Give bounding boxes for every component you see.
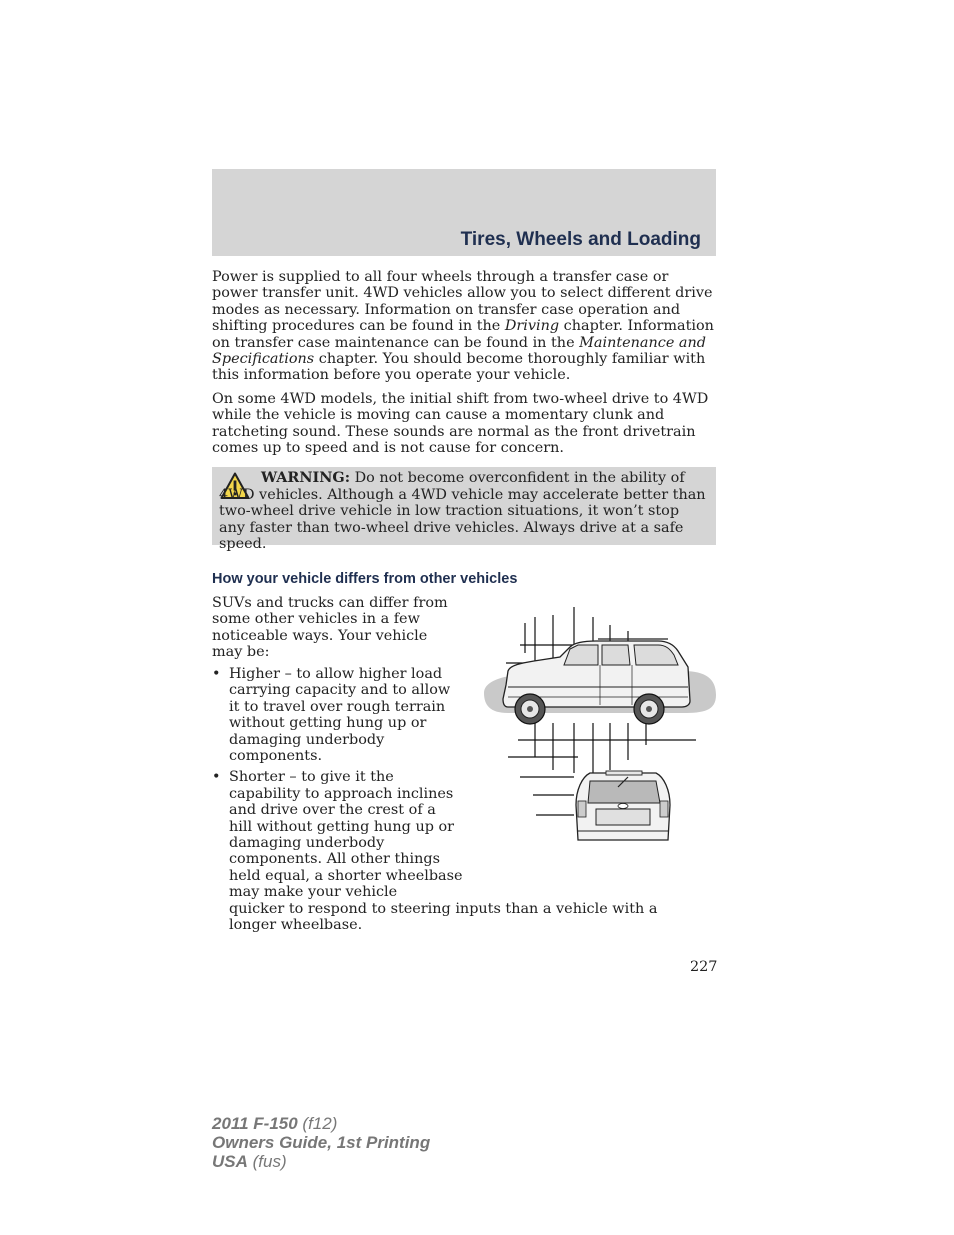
suv-illustration [478,605,718,845]
page-number: 227 [690,959,718,975]
paragraph-text: Power is supplied to all four wheels through a transfer case or power transfer unit. 4WD vehicles allow you to select different drive modes as necessary. Information on transfer case operation and shifting procedures can be found in the [212,269,713,335]
list-item-text: Higher – to allow higher load carrying capacity and to allow it to travel over rough terrain without getting hung up or damaging underbody components. [229,666,451,765]
footer-line-model [212,1114,430,1133]
footer-line-guide [212,1133,430,1152]
list-item-text-continued: quicker to respond to steering inputs than a vehicle with a longer wheelbase. [229,900,658,934]
footer-model: 2011 F-150 [212,1114,298,1133]
list-item-higher [212,666,463,764]
bullet-symbol: • [212,769,221,786]
chapter-header-band [212,169,716,256]
driving-chapter-reference: Driving [504,318,560,335]
footer-line-market [212,1152,430,1171]
warning-label: WARNING: [261,469,351,486]
footer-market-code: (fus) [247,1152,287,1171]
paragraph-initial-shift: On some 4WD models, the initial shift from two-wheel drive to 4WD while the vehicle is moving can cause a momentary clunk and ratcheting sound. These sounds are normal as the front drivetrain comes up to speed and is not cause for concern. [212,391,709,457]
footer-model-code: (f12) [297,1114,338,1133]
warning-body: Do not become overconfident in the ability of 4WD vehicles. Although a 4WD vehicle may accelerate better than two-wheel drive vehicle in low traction situations, it won’t stop any faster than two-wheel drive vehicles. Always drive at a safe speed. [219,470,706,552]
paragraph-power-supply [212,269,718,384]
section-intro: SUVs and trucks can differ from some other vehicles in a few noticeable ways. Your vehicle may be: [212,595,448,661]
chapter-title: Tires, Wheels and Loading [460,229,701,250]
section-heading: How your vehicle differs from other vehicles [212,571,518,587]
footer-guide: Owners Guide, 1st Printing [212,1133,431,1152]
warning-box [212,467,716,552]
paragraph-text: chapter. You should become thoroughly familiar with this information before you operate your vehicle. [212,351,706,384]
document-footer [212,1114,430,1171]
footer-market: USA [212,1152,248,1171]
warning-text [219,470,707,553]
maintenance-chapter-reference: Maintenance and Specifications [212,334,706,368]
paragraph-text: chapter. Information on transfer case maintenance can be found in the [212,318,714,351]
bullet-symbol: • [212,666,221,682]
list-item-text: Shorter – to give it the capability to approach inclines and drive over the crest of a hill without getting hung up or damaging underbody components. All other things held equal, a shorter wheelbase may make your vehicle [229,769,463,901]
